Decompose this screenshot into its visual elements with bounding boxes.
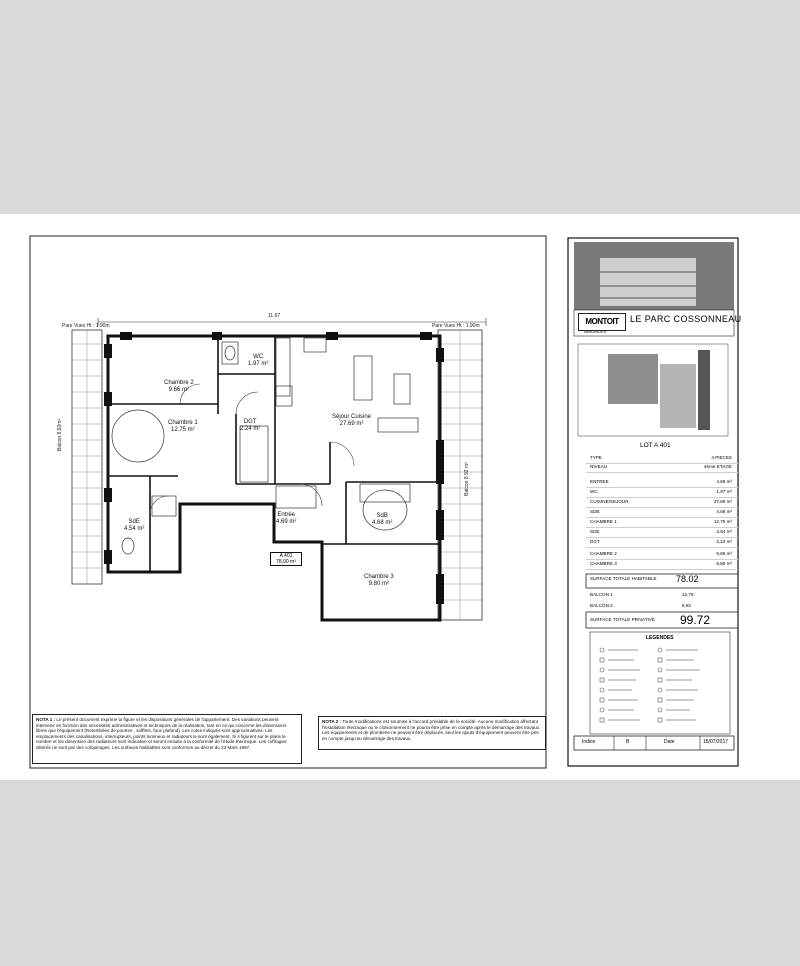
table-row: CUISINE/SEJOUR 27,69 m²	[586, 498, 738, 508]
nota-2	[318, 716, 546, 750]
room-chambre-1: Chambre 1 12.75 m²	[168, 420, 198, 433]
room-dgt: DGT 2.24 m²	[240, 419, 261, 432]
table-row: CHAMBRE 3 9,80 m²	[586, 560, 738, 570]
table-row: SDB 4,68 m²	[586, 508, 738, 518]
date-label: Date	[664, 739, 675, 745]
balcon-2-value: 8,92	[682, 603, 691, 608]
legend-symbols	[594, 644, 730, 732]
room-sde: SdE 4.54 m²	[124, 519, 145, 532]
table-row: CHAMBRE 2 9,66 m²	[586, 550, 738, 560]
legend-title: LEGENDES	[646, 635, 674, 641]
table-row: WC 1,97 m²	[586, 488, 738, 498]
nota-1	[32, 714, 302, 764]
room-chambre-3: Chambre 3 9.80 m²	[364, 574, 394, 587]
table-row: TYPE 4 PIECES	[586, 454, 738, 464]
balcon-2-label: BALCON 2	[590, 603, 613, 608]
table-row: NIVEAU 4ème ETAGE	[586, 463, 738, 473]
lot-title: LOT A 401	[640, 442, 671, 449]
logo-sub: IMMOBILIER	[584, 330, 607, 334]
balcon-1-label: BALCON 1	[590, 592, 613, 597]
indice-label: Indice	[582, 739, 596, 745]
room-chambre-2: Chambre 2 9.66 m²	[164, 380, 194, 393]
total-label: SURFACE TOTALE PRIVATIVE	[590, 617, 655, 622]
table-row: DGT 2,24 m²	[586, 538, 738, 548]
nota-1-text: Le présent document exprime la figure et les dispositions générales de l'appartement. Des variations peuvent intervenir en fonction des nécessités administratives et techniques de la réalisation, tant en ce qui concerne les dimensions libres que l'équipement (Retombées de poutres , soffites, faux plafond). Les cotes indiqués sont approximatives. Les emplacements des canalisations, interrupteurs, points lumineux et radiateurs le sont également. Si il figurent sur le plans le nombre et les dimension des radiateurs sont indicative et seront ensuite à la conformité de l'étude thermique. Les coffrages désirés ne sont par des colopinages. Les surfaces habitables sont conformes au décret du 23 Mars 1997.	[36, 717, 287, 750]
date-value: 15/07/2017	[703, 739, 729, 745]
lot-tag-area: 78.00 m²	[276, 559, 296, 565]
dimension-top: 11.67	[268, 313, 281, 319]
room-sejour-cuisine: Séjour Cuisine 27.69 m²	[332, 414, 372, 427]
lot-tag	[270, 552, 302, 566]
plan-sheet	[0, 214, 800, 780]
table-row: CHAMBRE 1 12,75 m²	[586, 518, 738, 528]
nota-1-title: NOTA 1 :	[36, 717, 56, 722]
room-wc: WC 1.97 m²	[248, 354, 269, 367]
total-value: 99.72	[680, 613, 711, 627]
habitable-label: SURFACE TOTALE HABITABLE	[590, 576, 657, 581]
table-row: ENTREE 4,69 m²	[586, 478, 738, 488]
project-name: LE PARC COSSONNEAU	[630, 314, 742, 324]
room-entree: Entrée 4.69 m²	[276, 512, 297, 525]
balcony-right-label: Balcon 8.92 m²	[463, 462, 470, 496]
room-sdb: SdB 4.68 m²	[372, 513, 393, 526]
lot-tag-number: A 401	[279, 553, 293, 559]
nota-2-text: Toute modifications est soumise à l'accord préalable de la société. Aucune modification affectant l'installation électrique ou le cloisonnement ne pourra être prise en compte après le démarrage des travaux. Les équipements et de plomberie ne peuvent être déplacés, seul les ajouts d'équipement peuvent être pris en compte jusqu'au démarrage des travaux.	[322, 719, 541, 741]
indice-value: B	[626, 739, 630, 745]
nota-2-title: NOTA 2 :	[322, 719, 342, 724]
balcon-1-value: 12,78	[682, 592, 694, 597]
table-row: SDE 4,54 m²	[586, 528, 738, 538]
vue-label-right: Pare Vues Ht : 1.90m	[432, 323, 480, 329]
logo: MONTOIT	[578, 313, 626, 331]
habitable-value: 78.02	[676, 574, 699, 584]
balcony-left-label: Balcon 8.92m²	[57, 418, 64, 452]
vue-label-left: Pare Vues Ht : 1.90m	[62, 323, 110, 329]
